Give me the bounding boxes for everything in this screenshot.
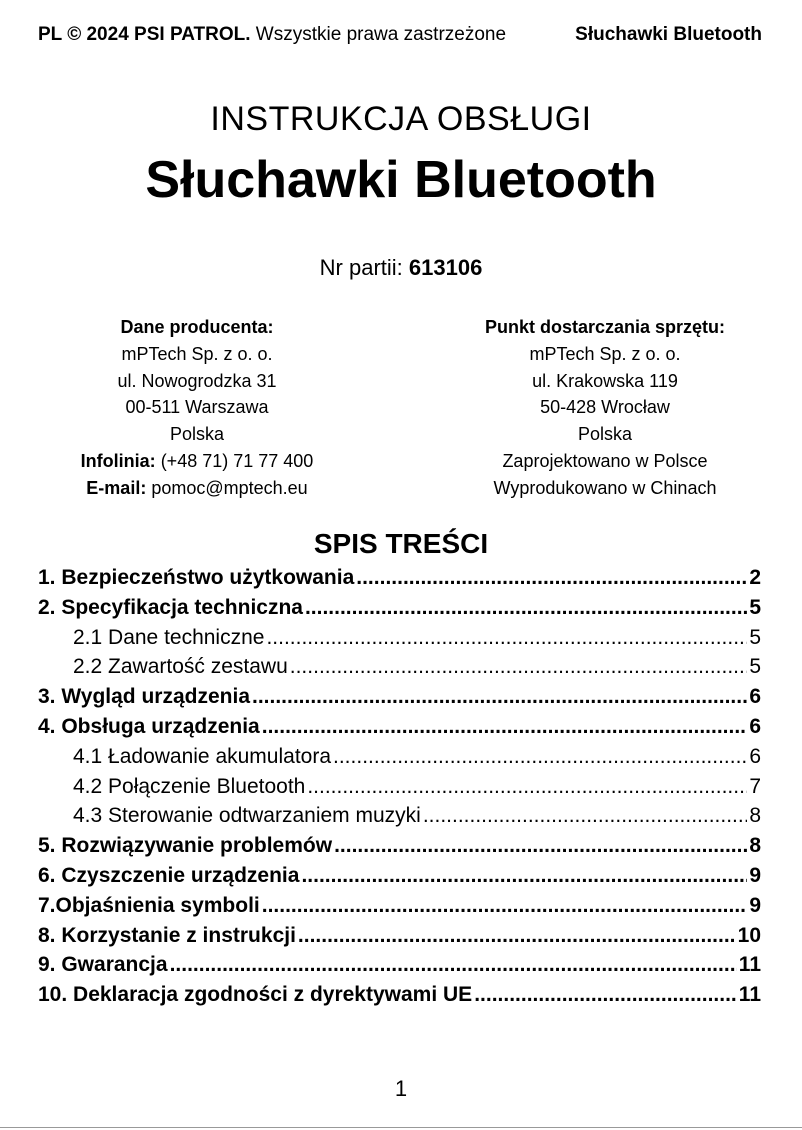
toc-entry[interactable]	[38, 953, 761, 983]
batch-label: Nr partii:	[319, 255, 403, 280]
manufacturer-heading: Dane producenta:	[120, 317, 274, 337]
toc-entry[interactable]	[38, 745, 761, 775]
toc-dot-leader	[170, 953, 737, 977]
toc-entry-page: 8	[749, 804, 761, 828]
page-bottom-divider	[0, 1127, 802, 1128]
toc-dot-leader	[301, 864, 747, 888]
page-header	[38, 24, 762, 46]
toc-entry-page: 9	[749, 893, 761, 917]
toc-entry-title: 4. Obsługa urządzenia	[38, 714, 260, 738]
toc-entry-title: 3. Wygląd urządzenia	[38, 685, 250, 709]
toc-entry[interactable]	[38, 983, 761, 1013]
toc-entry-title: 8. Korzystanie z instrukcji	[38, 923, 296, 947]
toc-entry-page: 11	[738, 953, 761, 977]
toc-entry[interactable]	[38, 685, 761, 715]
delivery-heading: Punkt dostarczania sprzętu:	[484, 317, 726, 337]
toc-entry[interactable]	[38, 804, 761, 834]
manufacturer-country: Polska	[169, 424, 225, 445]
copyright-notice	[38, 24, 506, 46]
toc-entry-page: 6	[749, 714, 761, 738]
toc-entry[interactable]	[38, 655, 761, 685]
toc-entry-title: 4.3 Sterowanie odtwarzaniem muzyki	[73, 804, 421, 828]
toc-entry-title: 10. Deklaracja zgodności z dyrektywami UE	[38, 983, 473, 1007]
manufacturer-info	[32, 314, 362, 502]
copyright-bold: PL © 2024 PSI PATROL.	[38, 24, 251, 45]
page-number: 1	[394, 1076, 408, 1101]
manufacturer-company: mPTech Sp. z o. o.	[121, 343, 273, 364]
toc-entry-title: 7.Objaśnienia symboli	[38, 893, 260, 917]
toc-entry-title: 4.2 Połączenie Bluetooth	[73, 774, 306, 798]
toc-dot-leader	[474, 983, 737, 1007]
toc-entry[interactable]	[38, 626, 761, 656]
toc-dot-leader	[298, 924, 736, 948]
delivery-point-info	[440, 314, 770, 502]
toc-entry[interactable]	[38, 864, 761, 894]
toc-entry-title: 2.1 Dane techniczne	[73, 625, 265, 649]
toc-entry-page: 5	[749, 655, 761, 679]
email-label: E-mail:	[86, 477, 147, 498]
table-of-contents	[38, 566, 761, 1013]
manufacturer-email	[32, 475, 362, 502]
toc-entry-page: 6	[749, 685, 761, 709]
toc-dot-leader	[334, 834, 747, 858]
batch-number: 613106	[408, 255, 483, 280]
email-address: pomoc@mptech.eu	[151, 477, 308, 498]
delivery-street: ul. Krakowska 119	[532, 370, 678, 391]
toc-entry[interactable]	[38, 894, 761, 924]
toc-entry-page: 7	[749, 774, 761, 798]
toc-entry[interactable]	[38, 775, 761, 805]
toc-entry-page: 5	[749, 595, 761, 619]
toc-entry[interactable]	[38, 566, 761, 596]
toc-dot-leader	[307, 775, 747, 799]
header-product-name: Słuchawki Bluetooth	[575, 24, 762, 45]
toc-dot-leader	[333, 745, 747, 769]
toc-entry-page: 6	[749, 744, 761, 768]
delivery-city: 50-428 Wrocław	[540, 397, 670, 418]
toc-entry[interactable]	[38, 715, 761, 745]
hotline-label: Infolinia:	[80, 450, 156, 471]
toc-entry[interactable]	[38, 834, 761, 864]
designed-in: Zaprojektowano w Polsce	[502, 450, 708, 471]
toc-entry-title: 4.1 Ładowanie akumulatora	[73, 744, 332, 768]
toc-entry-page: 5	[749, 625, 761, 649]
toc-dot-leader	[262, 715, 748, 739]
delivery-company: mPTech Sp. z o. o.	[529, 343, 681, 364]
manufacturer-street: ul. Nowogrodzka 31	[117, 370, 277, 391]
toc-entry-page: 9	[749, 863, 761, 887]
toc-dot-leader	[266, 626, 747, 650]
document-title: Słuchawki Bluetooth	[145, 151, 657, 209]
toc-entry-title: 6. Czyszczenie urządzenia	[38, 863, 300, 887]
delivery-country: Polska	[577, 424, 633, 445]
toc-entry-title: 2.2 Zawartość zestawu	[73, 655, 288, 679]
toc-entry-page: 10	[737, 923, 761, 947]
toc-dot-leader	[356, 566, 747, 590]
toc-dot-leader	[423, 804, 747, 828]
toc-entry-page: 2	[749, 566, 761, 589]
manufacturer-hotline	[32, 448, 362, 475]
toc-entry-title: 5. Rozwiązywanie problemów	[38, 834, 333, 858]
toc-entry-title: 9. Gwarancja	[38, 953, 168, 977]
batch-number-line	[0, 255, 802, 281]
toc-dot-leader	[305, 596, 747, 620]
manufacturer-city: 00-511 Warszawa	[125, 397, 269, 418]
toc-dot-leader	[252, 685, 747, 709]
made-in: Wyprodukowano w Chinach	[493, 477, 717, 498]
toc-entry-page: 11	[738, 983, 761, 1007]
toc-dot-leader	[290, 655, 748, 679]
copyright-rights: Wszystkie prawa zastrzeżone	[255, 24, 507, 45]
toc-entry[interactable]	[38, 924, 761, 954]
document-type-label: INSTRUKCJA OBSŁUGI	[210, 100, 592, 138]
toc-entry-page: 8	[749, 834, 761, 858]
toc-dot-leader	[262, 894, 748, 918]
toc-entry[interactable]	[38, 596, 761, 626]
hotline-number: (+48 71) 71 77 400	[160, 450, 314, 471]
toc-title: SPIS TREŚCI	[313, 528, 489, 559]
toc-entry-title: 1. Bezpieczeństwo użytkowania	[38, 566, 355, 589]
toc-entry-title: 2. Specyfikacja techniczna	[38, 595, 303, 619]
